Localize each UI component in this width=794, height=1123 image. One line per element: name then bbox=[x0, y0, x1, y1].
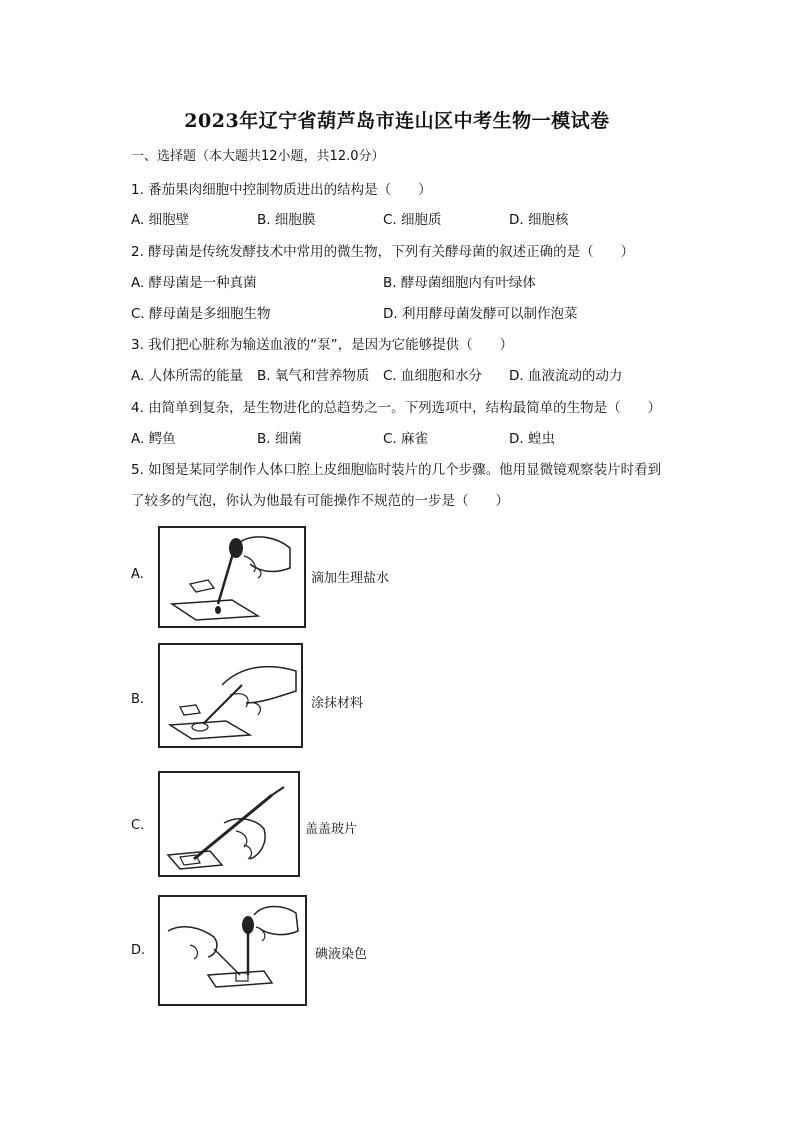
question-5-stem-line2: 了较多的气泡，你认为他最有可能操作不规范的一步是（ ） bbox=[131, 493, 509, 509]
question-3-option-a[interactable]: A. 人体所需的能量 bbox=[131, 368, 244, 384]
question-1-option-b[interactable]: B. 细胞膜 bbox=[257, 212, 316, 228]
question-4-option-d[interactable]: D. 蝗虫 bbox=[509, 431, 555, 447]
question-2-option-a[interactable]: A. 酵母菌是一种真菌 bbox=[131, 275, 257, 291]
question-1-option-a[interactable]: A. 细胞壁 bbox=[131, 212, 190, 228]
question-1-stem: 1. 番茄果肉细胞中控制物质进出的结构是（ ） bbox=[131, 182, 432, 198]
question-2-option-c[interactable]: C. 酵母菌是多细胞生物 bbox=[131, 306, 271, 322]
coverslip-illustration bbox=[160, 773, 298, 875]
section-heading: 一、选择题（本大题共12小题，共12.0分） bbox=[131, 149, 385, 164]
question-1-option-c[interactable]: C. 细胞质 bbox=[383, 212, 442, 228]
figure-d-staining-illustration[interactable] bbox=[158, 895, 307, 1006]
figure-a-dropper-illustration[interactable] bbox=[158, 526, 306, 628]
question-1-option-d[interactable]: D. 细胞核 bbox=[509, 212, 569, 228]
question-3-option-c[interactable]: C. 血细胞和水分 bbox=[383, 368, 483, 384]
figure-a-letter[interactable]: A. bbox=[131, 567, 144, 582]
figure-a-caption: 滴加生理盐水 bbox=[311, 571, 390, 586]
question-3-option-b[interactable]: B. 氧气和营养物质 bbox=[257, 368, 370, 384]
figure-b-letter[interactable]: B. bbox=[131, 692, 145, 707]
figure-b-smear-illustration[interactable] bbox=[158, 643, 303, 748]
figure-d-caption: 碘液染色 bbox=[315, 947, 368, 962]
dropper-illustration bbox=[160, 528, 304, 626]
question-5-stem-line1: 5. 如图是某同学制作人体口腔上皮细胞临时装片的几个步骤。他用显微镜观察装片时看到 bbox=[131, 462, 662, 478]
smear-illustration bbox=[160, 645, 301, 746]
question-4-option-a[interactable]: A. 鳄鱼 bbox=[131, 431, 176, 447]
staining-illustration bbox=[160, 897, 305, 1004]
question-3-stem: 3. 我们把心脏称为输送血液的“泵”，是因为它能够提供（ ） bbox=[131, 337, 514, 353]
question-4-stem: 4. 由简单到复杂，是生物进化的总趋势之一。下列选项中，结构最简单的生物是（ ） bbox=[131, 400, 662, 416]
question-2-option-b[interactable]: B. 酵母菌细胞内有叶绿体 bbox=[383, 275, 536, 291]
figure-d-letter[interactable]: D. bbox=[131, 943, 146, 958]
question-2-stem: 2. 酵母菌是传统发酵技术中常用的微生物，下列有关酵母菌的叙述正确的是（ ） bbox=[131, 244, 635, 260]
figure-c-caption: 盖盖玻片 bbox=[305, 822, 358, 837]
figure-c-letter[interactable]: C. bbox=[131, 818, 145, 833]
figure-b-caption: 涂抹材料 bbox=[311, 696, 364, 711]
page-title: 2023年辽宁省葫芦岛市连山区中考生物一模试卷 bbox=[184, 110, 610, 132]
question-2-option-d[interactable]: D. 利用酵母菌发酵可以制作泡菜 bbox=[383, 306, 578, 322]
question-4-option-b[interactable]: B. 细菌 bbox=[257, 431, 302, 447]
question-3-option-d[interactable]: D. 血液流动的动力 bbox=[509, 368, 623, 384]
question-4-option-c[interactable]: C. 麻雀 bbox=[383, 431, 429, 447]
figure-c-coverslip-illustration[interactable] bbox=[158, 771, 300, 877]
